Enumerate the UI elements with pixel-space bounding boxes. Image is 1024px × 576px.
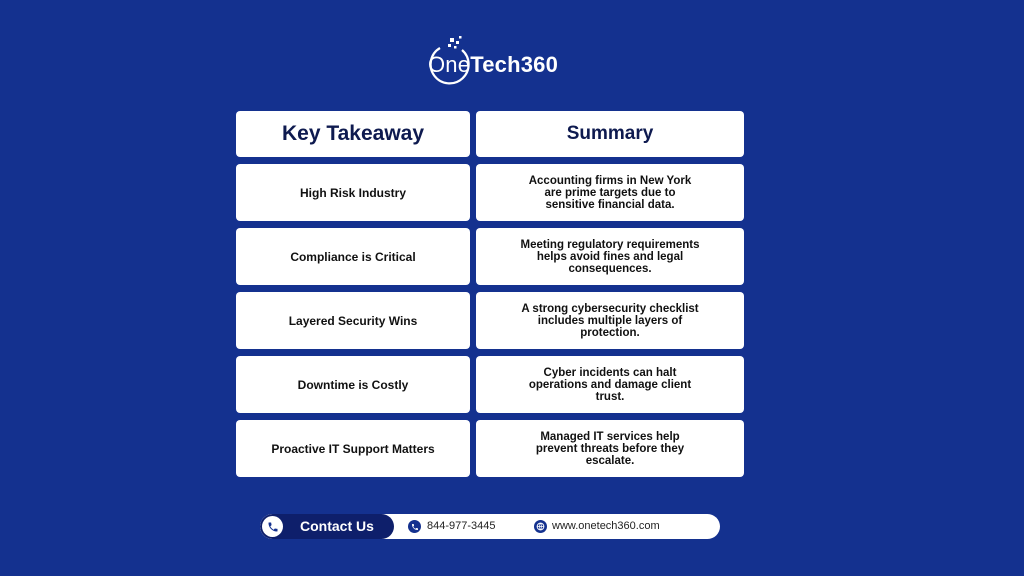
table-row [236,356,744,413]
takeaway-label: Compliance is Critical [290,249,416,264]
header-summary [476,111,744,157]
brand-name-part2: Tech360 [470,52,559,77]
summary-cell [476,228,744,285]
table-row [236,292,744,349]
takeaway-label: Layered Security Wins [288,313,418,328]
contact-us-label: Contact Us [300,518,374,534]
phone-icon [262,516,283,537]
table-row [236,228,744,285]
website-link[interactable]: www.onetech360.com [552,520,660,532]
phone-icon [408,520,421,533]
takeaway-cell [236,292,470,349]
header-left-label: Key Takeaway [281,122,425,145]
header-key-takeaway [236,111,470,157]
takeaway-label: Downtime is Costly [297,377,409,392]
table-row [236,420,744,477]
table-header-row [236,111,744,157]
brand-name-part1: One [428,52,471,77]
summary-text: Meeting regulatory requirements helps avoid fines and legal consequences. [520,238,700,275]
takeaway-label: Proactive IT Support Matters [271,441,435,456]
summary-cell [476,356,744,413]
brand-logo [418,36,558,88]
takeaway-cell [236,164,470,221]
summary-cell [476,164,744,221]
contact-bar [260,514,720,539]
takeaway-table [236,111,744,484]
takeaway-cell [236,356,470,413]
summary-text: Cyber incidents can halt operations and damage client trust. [528,366,692,403]
summary-text: Accounting firms in New York are prime targets due to sensitive financial data. [528,174,692,211]
takeaway-label: High Risk Industry [299,185,406,200]
takeaway-cell [236,228,470,285]
table-row [236,164,744,221]
header-right-label: Summary [566,123,654,144]
brand-name [428,52,558,78]
summary-cell [476,420,744,477]
summary-text: A strong cybersecurity checklist includes multiple layers of protection. [521,302,699,339]
takeaway-cell [236,420,470,477]
globe-icon [534,520,547,533]
phone-number-link[interactable]: 844-977-3445 [427,520,496,532]
contact-us-button[interactable] [260,514,394,539]
summary-cell [476,292,744,349]
summary-text: Managed IT services help prevent threats before they escalate. [535,430,685,467]
